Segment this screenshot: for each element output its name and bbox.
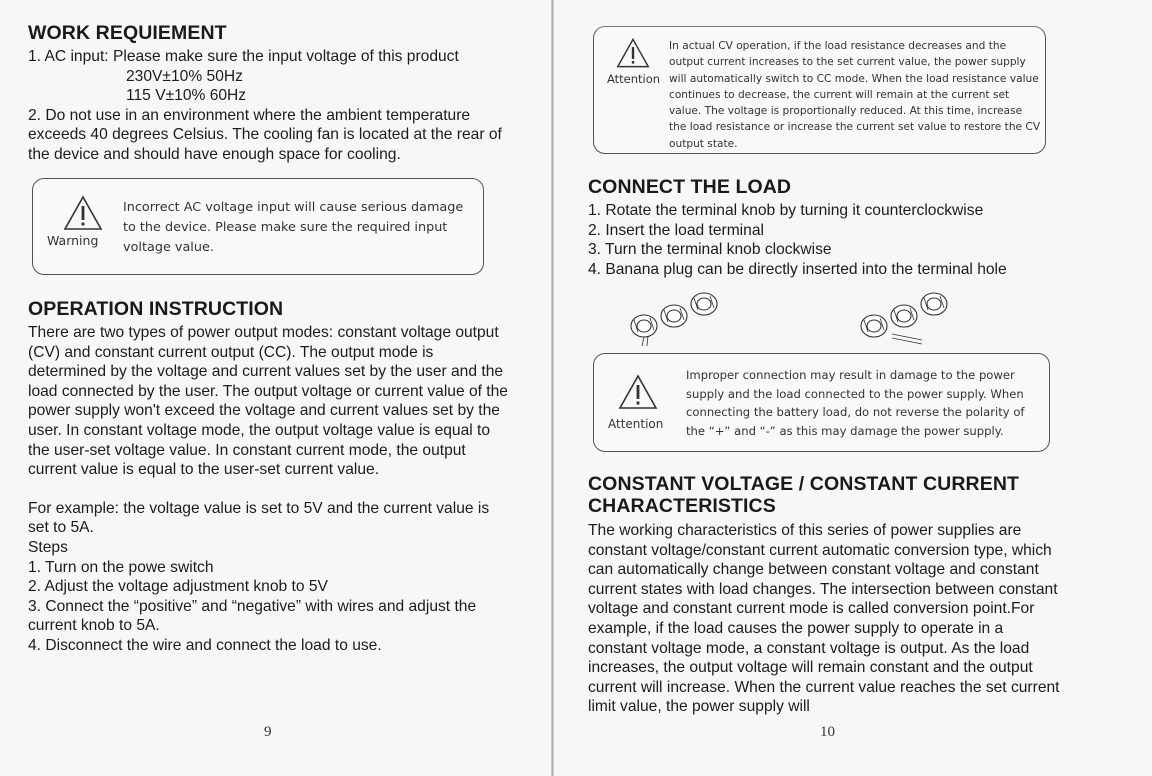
connect-step-2: 2. Insert the load terminal xyxy=(588,221,764,239)
warning-triangle-icon xyxy=(63,195,103,231)
example-paragraph: For example: the voltage value is set to 5V and the current value is set to 5A. xyxy=(28,499,490,537)
ac-input-line: 1. AC input: Please make sure the input voltage of this product xyxy=(28,48,459,65)
attention-box-connection xyxy=(593,353,1050,452)
cv-cc-heading-line1: CONSTANT VOLTAGE / CONSTANT CURRENT xyxy=(588,473,1020,495)
ac-voltage-230: 230V±10% 50Hz xyxy=(126,67,243,85)
page-number-right: 10 xyxy=(820,724,835,740)
ac-voltage-115: 115 V±10% 60Hz xyxy=(126,87,247,105)
step-1: 1. Turn on the powe switch xyxy=(28,558,214,576)
connect-load-heading: CONNECT THE LOAD xyxy=(588,176,792,198)
cv-cc-paragraph: The working characteristics of this series of power supplies are constant voltage/constant current automatic conversion type, which can automatically change between constant voltage and constant current states with load changes. The intersection between constant voltage and constant current mode is called conversion point.For example, if the load causes the power supply to operate in a constant voltage mode, a constant voltage is output. As the load increases, the output voltage will remain constant and the output current will increase. When the current value reaches the set current limit value, the power supply will xyxy=(588,522,1060,716)
connect-step-3: 3. Turn the terminal knob clockwise xyxy=(588,241,832,259)
warning-box xyxy=(32,178,484,275)
step-2: 2. Adjust the voltage adjustment knob to 5V xyxy=(28,578,328,596)
operation-section xyxy=(0,298,552,656)
work-requirement-heading: WORK REQUIEMENT xyxy=(28,22,227,44)
warning-label: Warning xyxy=(47,233,99,248)
attention-label: Attention xyxy=(607,72,661,86)
step-3: 3. Connect the “positive” and “negative” with wires and adjust the current knob to 5A. xyxy=(28,597,477,635)
terminal-knob-illustration-right xyxy=(852,290,962,348)
connect-step-1: 1. Rotate the terminal knob by turning it counterclockwise xyxy=(588,202,984,219)
attention-connection-text: Improper connection may result in damage to the power supply and the load connected to the power supply. When connecting the battery load, do not reverse the polarity of the “+” and “-” as this may damage the power supply. xyxy=(686,368,1025,438)
connect-load-section xyxy=(588,176,1148,279)
attention-cv-text: In actual CV operation, if the load resistance decreases and the output current increases to the set current value, the power supply will automatically switch to CC mode. When the load resistance value continues to decrease, the current will remain at the current set value. The voltage is proportionally reduced. At this time, increase the load resistance or increase the current set value to restore the CV output state. xyxy=(669,40,1041,150)
attention-triangle-icon xyxy=(616,37,650,69)
cv-cc-section xyxy=(588,473,1148,717)
step-4: 4. Disconnect the wire and connect the load to use. xyxy=(28,636,382,654)
cv-cc-heading-line2: CHARACTERISTICS xyxy=(588,495,776,517)
operation-paragraph: There are two types of power output modes: constant voltage output (CV) and constant current output (CC). The output mode is determined by the voltage and current values set by the user and the load connected by the user. The output voltage or current value of the power supply won't exceed the voltage and current values set by the user. In constant voltage mode, the output voltage value is equal to the user-set voltage value. In constant current mode, the output current value is equal to the user-set current value. xyxy=(28,324,508,479)
connect-step-4: 4. Banana plug can be directly inserted into the terminal hole xyxy=(588,260,1007,278)
attention-box-cv xyxy=(593,26,1046,154)
steps-label: Steps xyxy=(28,538,68,556)
attention-triangle-icon xyxy=(618,374,658,410)
attention-label: Attention xyxy=(608,417,664,431)
terminal-knob-illustration-left xyxy=(622,290,732,348)
warning-text: Incorrect AC voltage input will cause serious damage to the device. Please make sure the required input voltage value. xyxy=(123,200,464,255)
operation-heading: OPERATION INSTRUCTION xyxy=(28,298,284,320)
page-number-left: 9 xyxy=(264,724,272,740)
book-spine xyxy=(551,0,554,776)
temperature-requirement: 2. Do not use in an environment where the ambient temperature exceeds 40 degrees Celsius. The cooling fan is located at the rear of the device and should have enough space for cooling. xyxy=(28,106,502,163)
